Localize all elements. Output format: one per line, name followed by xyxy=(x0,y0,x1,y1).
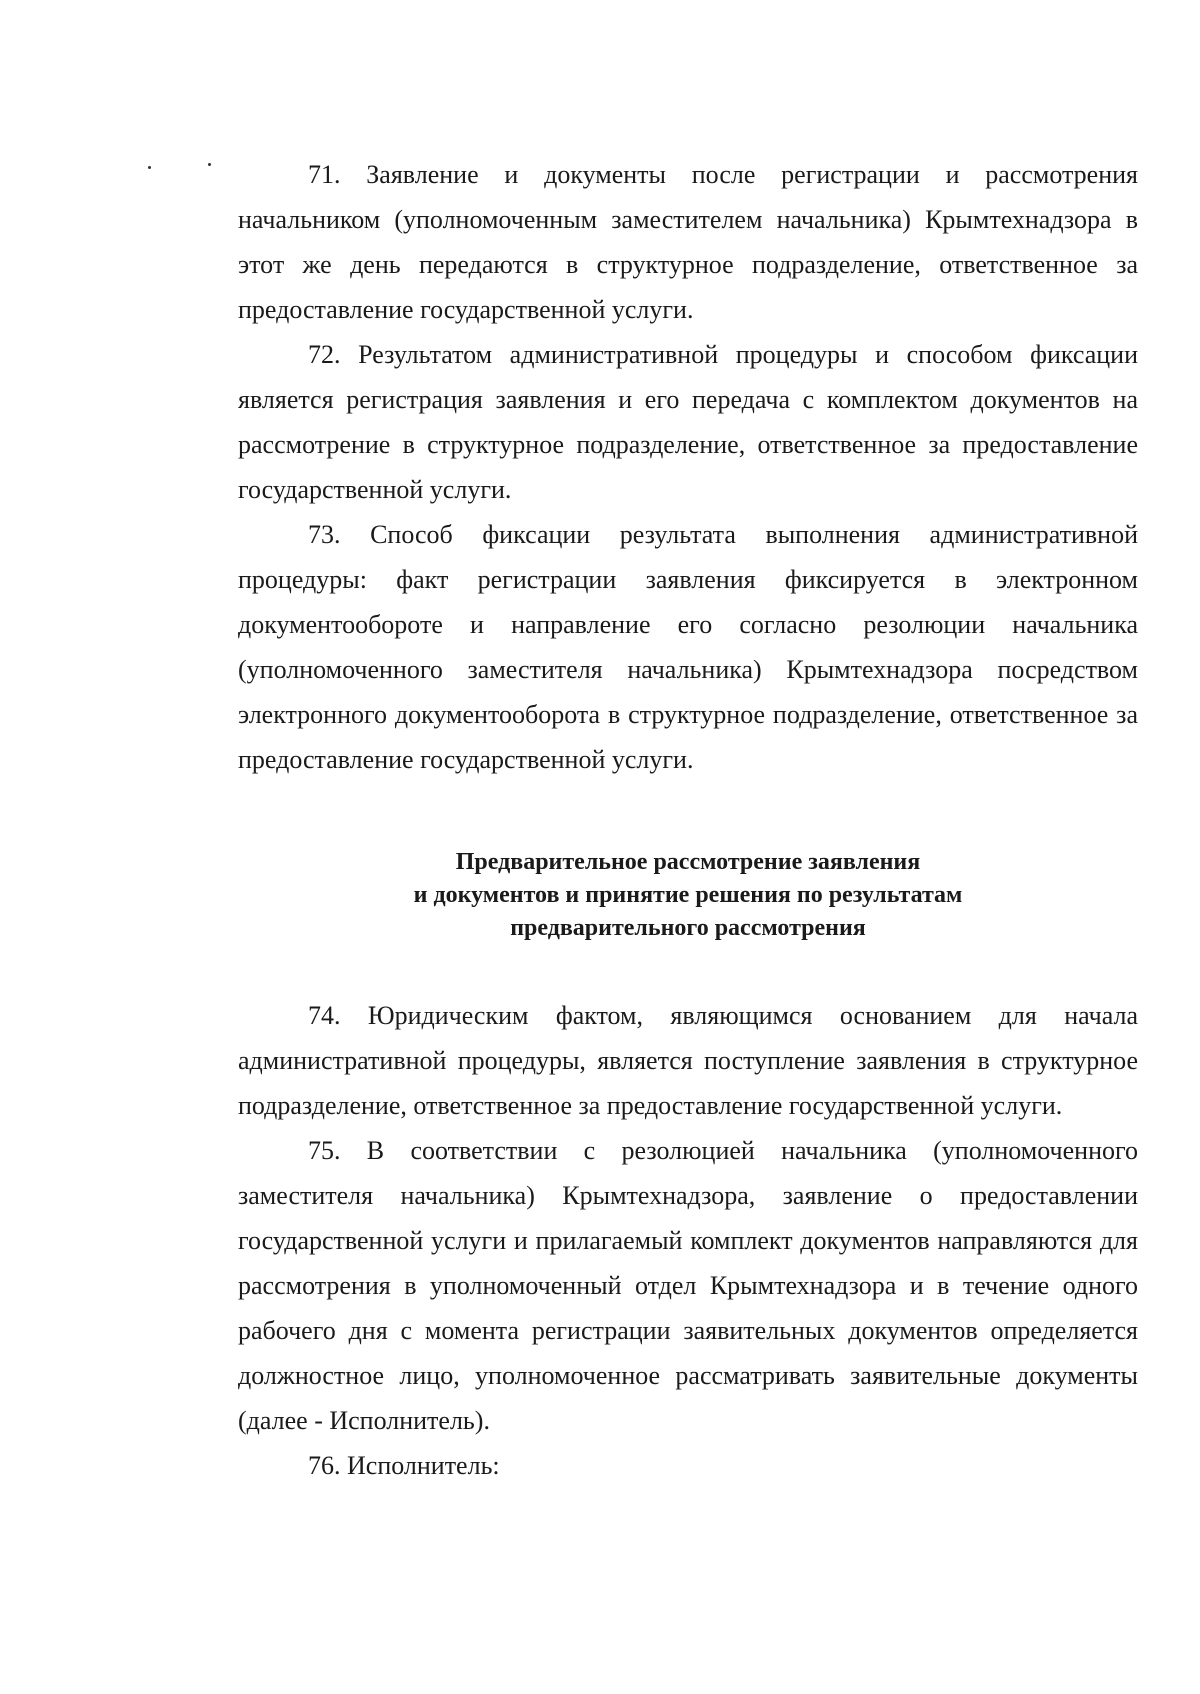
section-heading-line: Предварительное рассмотрение заявления xyxy=(455,849,921,875)
scan-speck xyxy=(148,166,151,169)
section-heading-line: предварительного рассмотрения xyxy=(510,915,866,941)
paragraph-73: 73. Способ фиксации результата выполнения административной процедуры: факт регистрации заявления фиксируется в электронном документообороте и направление его согласно резолюции начальника (уполномоченного заместителя начальника) Крымтехнадзора посредством электронного документооборота в структурное подразделение, ответственное за предоставление государственной услуги. xyxy=(238,520,1138,774)
document-body xyxy=(238,152,1138,1488)
paragraph-74: 74. Юридическим фактом, являющимся основанием для начала административной процедуры, является поступление заявления в структурное подразделение, ответственное за предоставление государственной услуги. xyxy=(238,1001,1138,1120)
paragraph-76: 76. Исполнитель: xyxy=(308,1451,500,1480)
paragraph-75: 75. В соответствии с резолюцией начальника (уполномоченного заместителя начальника) Крымтехнадзора, заявление о предоставлении государственной услуги и прилагаемый комплект документов направляются для рассмотрения в уполномоченный отдел Крымтехнадзора и в течение одного рабочего дня с момента регистрации заявительных документов определяется должностное лицо, уполномоченное рассматривать заявительные документы (далее - Исполнитель). xyxy=(238,1136,1138,1435)
section-heading xyxy=(238,846,1138,945)
paragraph-72: 72. Результатом административной процедуры и способом фиксации является регистрация заявления и его передача с комплектом документов на рассмотрение в структурное подразделение, ответственное за предоставление государственной услуги. xyxy=(238,340,1138,504)
paragraph-71: 71. Заявление и документы после регистрации и рассмотрения начальником (уполномоченным заместителем начальника) Крымтехнадзора в этот же день передаются в структурное подразделение, ответственное за предоставление государственной услуги. xyxy=(238,160,1138,324)
scan-speck xyxy=(208,163,211,166)
section-heading-line: и документов и принятие решения по результатам xyxy=(413,882,963,908)
